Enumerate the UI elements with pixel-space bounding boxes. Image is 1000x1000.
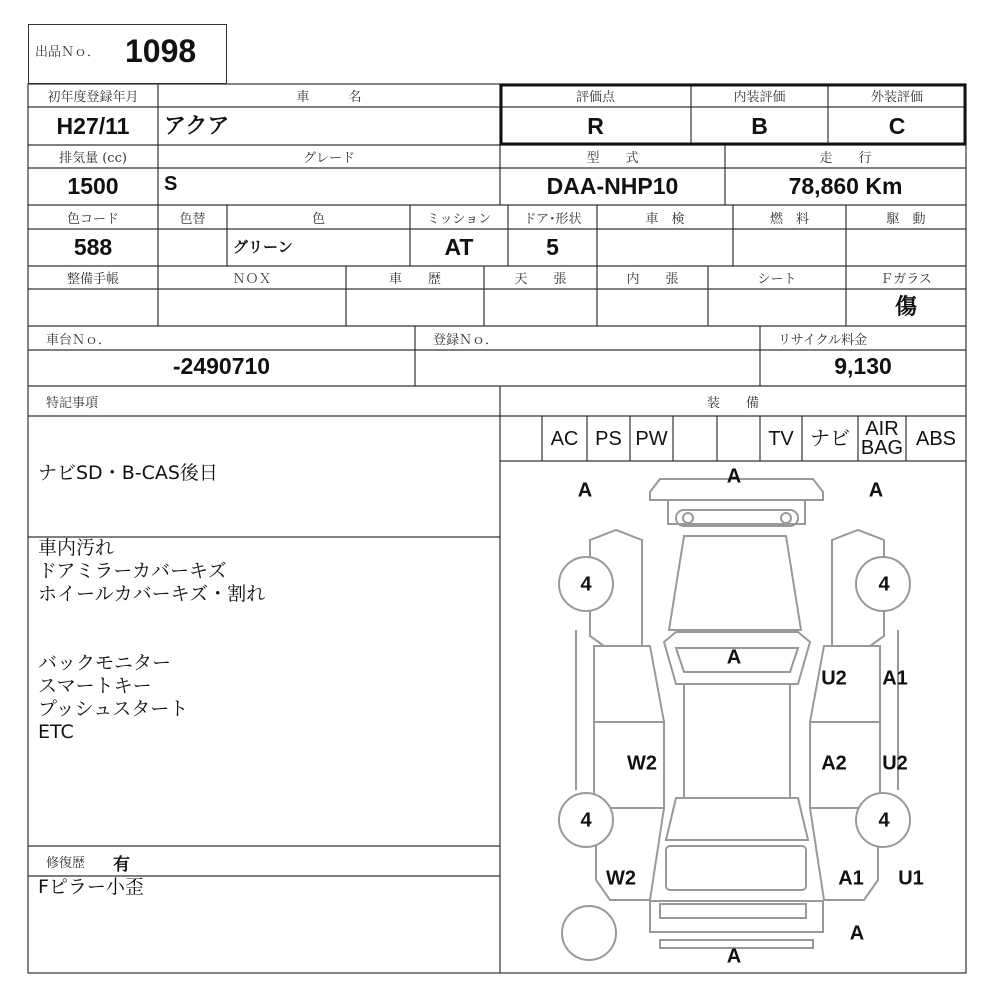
exterior-value: C (888, 112, 906, 139)
nox-label: ＮＯＸ (232, 272, 272, 287)
recycle-value: 9,130 (834, 352, 892, 379)
repaint-label: 色替 (179, 211, 206, 227)
seat-label: シート (757, 272, 797, 287)
doors-label: ドア･形状 (523, 211, 582, 227)
equipment-item-blank-2 (673, 416, 717, 461)
equipment-item-blank-1 (500, 416, 542, 461)
mileage-value: 78,860 Km (788, 173, 903, 199)
color-code-label: 色コード (66, 211, 119, 227)
mark-rear-left-tire: 4 (580, 809, 592, 832)
transmission-label: ミッション (426, 211, 492, 227)
doors-value: 5 (546, 234, 559, 260)
history-label: 車 歴 (388, 272, 441, 287)
mark-left-rear-quarter: W2 (606, 867, 636, 890)
rear-license-plate (660, 904, 806, 918)
maintenance-value (28, 289, 158, 326)
front-glass-value: 傷 (894, 293, 917, 320)
equipment-item-navi: ナビ (810, 427, 850, 450)
lot-number-value: 1098 (125, 33, 197, 69)
rear-window-outline (666, 798, 808, 840)
car-name-label: 車 名 (296, 90, 362, 105)
lot-number-label: 出品Ｎｏ． (35, 45, 101, 60)
score-label: 評価点 (575, 90, 615, 105)
mark-right-front-door-a: U2 (821, 667, 847, 690)
front-grille-outline (668, 500, 805, 524)
recycle-label: リサイクル料金 (778, 332, 868, 348)
spare-tire-outline (562, 906, 616, 960)
displacement-label: 排気量 (cc) (59, 151, 127, 166)
color-code-value: 588 (73, 234, 113, 260)
mark-rear-right-corner: A (849, 922, 865, 945)
mark-right-rear-quarter-b: U1 (898, 867, 924, 890)
maintenance-label: 整備手帳 (66, 272, 119, 287)
registration-label: 登録Ｎｏ． (433, 332, 499, 348)
repair-history-value: 有 (113, 855, 130, 875)
car-damage-diagram (500, 461, 966, 973)
history-value (346, 289, 484, 326)
nox-value (158, 289, 346, 326)
displacement-value: 1500 (67, 173, 119, 199)
inspection-value (597, 229, 733, 266)
hood-outline (669, 536, 801, 630)
color-label: 色 (311, 211, 325, 227)
repair-history-text: Fピラー小歪 (38, 876, 144, 898)
mark-right-front-door-b: A1 (882, 667, 908, 690)
mark-right-rear-door-a: A2 (821, 752, 847, 775)
roof-label: 天 張 (514, 272, 567, 287)
interior-label: 内装評価 (733, 90, 786, 105)
mark-rear-bumper: A (726, 945, 742, 968)
registration-value (415, 350, 760, 382)
mark-roof: A (726, 646, 742, 669)
first-reg-value: H27/11 (56, 112, 130, 139)
equipment-item-blank-3 (717, 416, 760, 461)
fuel-label: 燃 料 (769, 211, 809, 227)
rear-bumper-outline (650, 901, 823, 932)
first-reg-label: 初年度登録年月 (47, 90, 139, 105)
mark-front-right-corner: A (868, 479, 884, 502)
drive-value (846, 229, 966, 266)
transmission-value: AT (444, 234, 474, 260)
equipment-label: 装 備 (706, 395, 759, 411)
interior-trim-label: 内 張 (626, 272, 679, 287)
score-value: R (587, 112, 604, 139)
drive-label: 駆 動 (886, 211, 926, 227)
seat-value (708, 289, 846, 326)
notes-label: 特記事項 (46, 395, 99, 411)
front-glass-label: Ｆガラス (880, 272, 932, 287)
interior-value: B (751, 112, 768, 139)
mark-front-left-tire: 4 (580, 573, 592, 596)
repaint-value (158, 229, 227, 266)
equipment-item-pw: PW (635, 427, 668, 450)
equipment-item-abs: ABS (915, 427, 957, 450)
fuel-value (733, 229, 846, 266)
exterior-label: 外装評価 (870, 90, 923, 105)
model-label: 型 式 (586, 151, 639, 166)
mark-front-left-corner: A (577, 479, 593, 502)
color-value: グリーン (233, 238, 293, 256)
inspection-label: 車 検 (645, 211, 685, 227)
equipment-item-ps: PS (595, 427, 622, 450)
grade-label: グレード (302, 151, 355, 166)
mark-rear-right-tire: 4 (878, 809, 890, 832)
mileage-label: 走 行 (819, 151, 872, 166)
chassis-value: -2490710 (172, 352, 271, 379)
equipment-item-ac: AC (550, 427, 579, 450)
grade-value: S (164, 172, 178, 195)
trunk-outline (666, 846, 806, 890)
repair-history-label: 修復歴 (46, 855, 86, 871)
mark-front-right-tire: 4 (878, 573, 890, 596)
mark-right-rear-quarter-a: A1 (838, 867, 864, 890)
chassis-label: 車台Ｎｏ． (46, 332, 112, 348)
notes-text-details: 車内汚れ ドアミラーカバーキズ ホイールカバーキズ・割れ バックモニター スマートキー プッシュスタート ETC (38, 537, 266, 743)
interior-trim-value (597, 289, 708, 326)
model-value: DAA-NHP10 (546, 173, 679, 199)
equipment-item-tv: TV (768, 427, 794, 450)
roof-value (484, 289, 597, 326)
notes-text-primary: ナビSD・B-CAS後日 (38, 462, 218, 484)
car-name-value: アクア (164, 112, 230, 138)
mark-right-rear-door-b: U2 (882, 752, 908, 775)
left-front-door-outline (594, 646, 664, 722)
mark-left-rear-door: W2 (627, 752, 657, 775)
equipment-item-airbag: AIR BAG (860, 417, 904, 459)
roof-outline (684, 684, 790, 798)
mark-front-bumper: A (726, 465, 742, 488)
